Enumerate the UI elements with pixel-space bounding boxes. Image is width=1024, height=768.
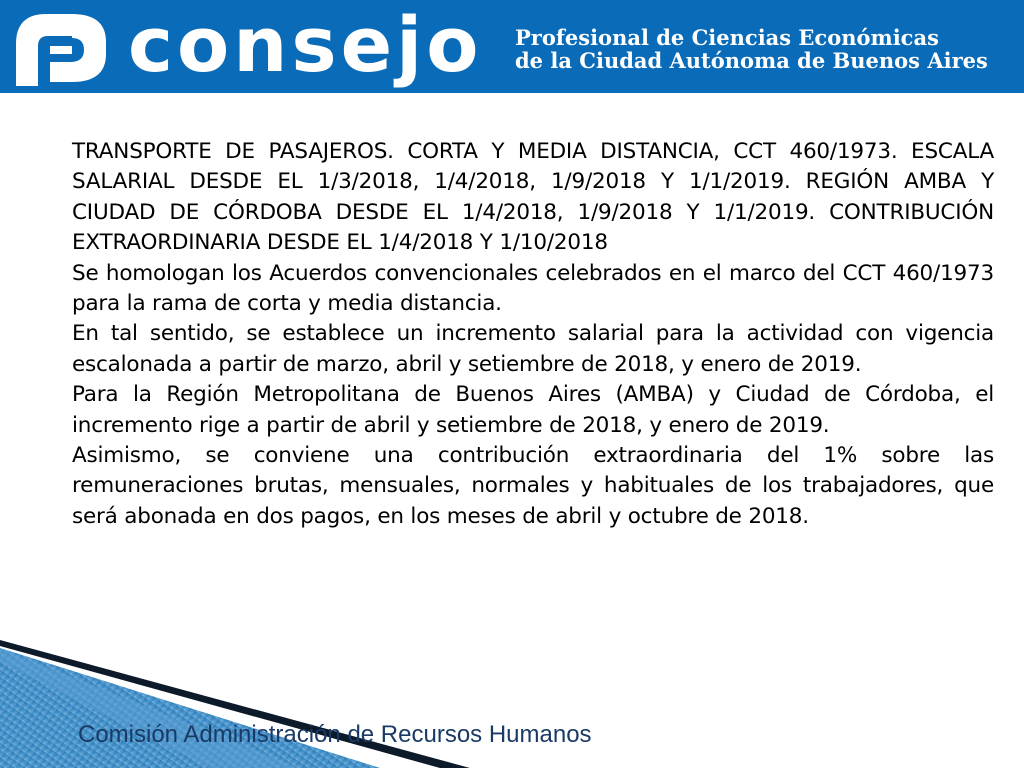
document-heading: TRANSPORTE DE PASAJEROS. CORTA Y MEDIA DISTANCIA, CCT 460/1973. ESCALA SALARIAL DESDE EL 1/3/2018, 1/4/2018, 1/9/2018 Y 1/1/2019. REGIÓN AMBA Y CIUDAD DE CÓRDOBA DESDE EL 1/4/2018, 1/9/2018 Y 1/1/2019. CONTRIBUCIÓN EXTRAORDINARIA DESDE EL 1/4/2018 Y 1/10/2018 xyxy=(72,139,994,256)
consejo-logo-icon xyxy=(10,8,112,88)
logo-wordmark: consejo xyxy=(128,0,483,89)
banner-subtitle xyxy=(515,26,1015,72)
paragraph-amba-cordoba: Para la Región Metropolitana de Buenos Aires (AMBA) y Ciudad de Córdoba, el incremento rige a partir de abril y setiembre de 2018, y enero de 2019. xyxy=(72,382,994,438)
footer-text: Comisión Administración de Recursos Humanos xyxy=(78,721,592,748)
paragraph-extraordinary-contribution: Asimismo, se conviene una contribución extraordinaria del 1% sobre las remuneraciones brutas, mensuales, normales y habituales de los trabajadores, que será abonada en dos pagos, en los meses de abril y octubre de 2018. xyxy=(72,443,994,529)
subtitle-line-2: de la Ciudad Autónoma de Buenos Aires xyxy=(515,48,988,73)
header-banner xyxy=(0,0,1024,93)
main-content xyxy=(72,137,994,532)
subtitle-line-1: Profesional de Ciencias Económicas xyxy=(515,25,939,50)
paragraph-homologation: Se homologan los Acuerdos convencionales celebrados en el marco del CCT 460/1973 para la rama de corta y media distancia. xyxy=(72,260,994,317)
paragraph-salary-increase: En tal sentido, se establece un incremento salarial para la actividad con vigencia escalonada a partir de marzo, abril y setiembre de 2018, y enero de 2019. xyxy=(72,321,994,377)
